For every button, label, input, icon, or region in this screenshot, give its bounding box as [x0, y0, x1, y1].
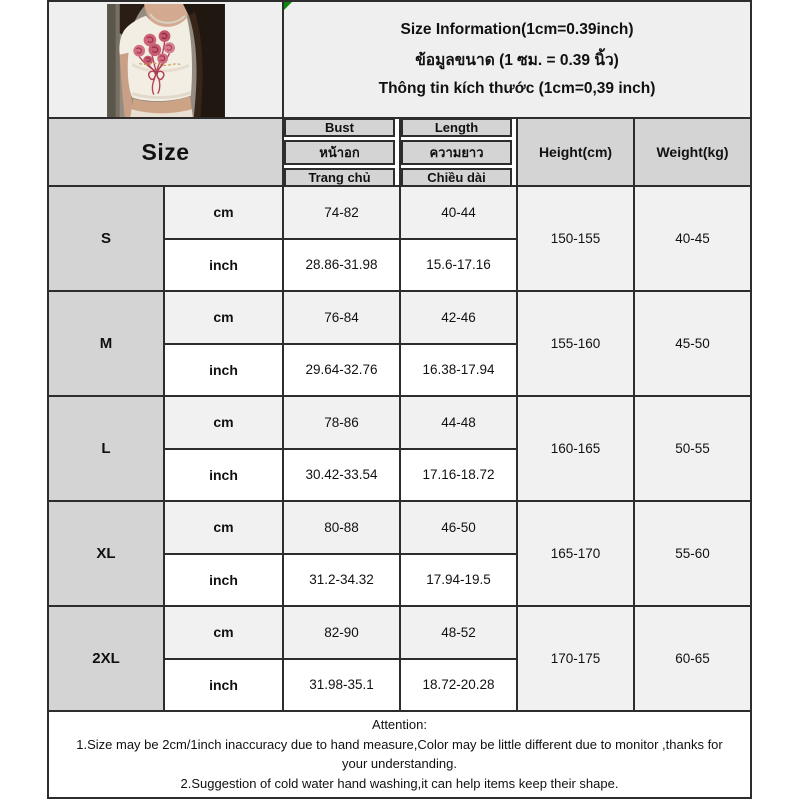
row-l-length-cm: 44-48 — [401, 397, 518, 450]
row-2xl-size-label: 2XL — [49, 607, 165, 712]
row-xl-unit-inch: inch — [165, 555, 284, 608]
row-2xl-length-cm: 48-52 — [401, 607, 518, 660]
row-xl-bust-inch: 31.2-34.32 — [284, 555, 401, 608]
row-s-bust-cm: 74-82 — [284, 187, 401, 240]
row-l-length-inch: 17.16-18.72 — [401, 450, 518, 503]
row-xl-size-label: XL — [49, 502, 165, 607]
weight-column-header: Weight(kg) — [635, 119, 752, 187]
row-l-unit-cm: cm — [165, 397, 284, 450]
row-xl-weight: 55-60 — [635, 502, 752, 607]
row-s-bust-inch: 28.86-31.98 — [284, 240, 401, 293]
row-s-weight: 40-45 — [635, 187, 752, 292]
size-column-header: Size — [49, 119, 284, 187]
row-xl-length-cm: 46-50 — [401, 502, 518, 555]
length-header-en: Length — [401, 119, 512, 137]
attention-title: Attention: — [372, 717, 427, 732]
row-m-bust-cm: 76-84 — [284, 292, 401, 345]
bust-header-th: หน้าอก — [284, 140, 395, 165]
bust-column-header — [284, 119, 401, 187]
title-line-english: Size Information(1cm=0.39inch) — [400, 21, 634, 38]
row-m-length-inch: 16.38-17.94 — [401, 345, 518, 398]
title-cell — [284, 2, 752, 119]
row-m-length-cm: 42-46 — [401, 292, 518, 345]
row-l-height: 160-165 — [518, 397, 635, 502]
row-2xl-unit-cm: cm — [165, 607, 284, 660]
row-s-length-cm: 40-44 — [401, 187, 518, 240]
row-m-unit-cm: cm — [165, 292, 284, 345]
attention-note — [49, 712, 752, 799]
row-xl-height: 165-170 — [518, 502, 635, 607]
row-2xl-weight: 60-65 — [635, 607, 752, 712]
row-m-unit-inch: inch — [165, 345, 284, 398]
row-s-size-label: S — [49, 187, 165, 292]
row-xl-bust-cm: 80-88 — [284, 502, 401, 555]
row-l-bust-cm: 78-86 — [284, 397, 401, 450]
attention-note-1: 1.Size may be 2cm/1inch inaccuracy due to hand measure,Color may be little different due to monitor ,thanks for your understanding. — [76, 736, 723, 771]
row-l-size-label: L — [49, 397, 165, 502]
row-m-weight: 45-50 — [635, 292, 752, 397]
row-2xl-bust-inch: 31.98-35.1 — [284, 660, 401, 713]
row-s-height: 150-155 — [518, 187, 635, 292]
row-l-unit-inch: inch — [165, 450, 284, 503]
row-2xl-height: 170-175 — [518, 607, 635, 712]
product-photo-tshirt-rose-print — [107, 4, 225, 117]
height-column-header: Height(cm) — [518, 119, 635, 187]
row-l-bust-inch: 30.42-33.54 — [284, 450, 401, 503]
row-xl-length-inch: 17.94-19.5 — [401, 555, 518, 608]
row-m-height: 155-160 — [518, 292, 635, 397]
length-header-th: ความยาว — [401, 140, 512, 165]
size-chart-table — [47, 0, 752, 799]
title-line-thai: ข้อมูลขนาด (1 ซม. = 0.39 นิ้ว) — [415, 52, 619, 69]
product-photo-cell — [49, 2, 284, 119]
title-line-vietnamese: Thông tin kích thước (1cm=0,39 inch) — [378, 80, 656, 97]
bust-header-vi: Trang chủ — [284, 168, 395, 187]
attention-note-2: 2.Suggestion of cold water hand washing,it can help items keep their shape. — [180, 775, 619, 791]
length-column-header — [401, 119, 518, 187]
row-2xl-length-inch: 18.72-20.28 — [401, 660, 518, 713]
row-m-size-label: M — [49, 292, 165, 397]
bust-header-en: Bust — [284, 119, 395, 137]
row-m-bust-inch: 29.64-32.76 — [284, 345, 401, 398]
row-s-unit-inch: inch — [165, 240, 284, 293]
cell-corner-marker-icon — [284, 2, 292, 10]
row-xl-unit-cm: cm — [165, 502, 284, 555]
row-s-length-inch: 15.6-17.16 — [401, 240, 518, 293]
length-header-vi: Chiều dài — [401, 168, 512, 187]
row-s-unit-cm: cm — [165, 187, 284, 240]
row-l-weight: 50-55 — [635, 397, 752, 502]
row-2xl-bust-cm: 82-90 — [284, 607, 401, 660]
row-2xl-unit-inch: inch — [165, 660, 284, 713]
